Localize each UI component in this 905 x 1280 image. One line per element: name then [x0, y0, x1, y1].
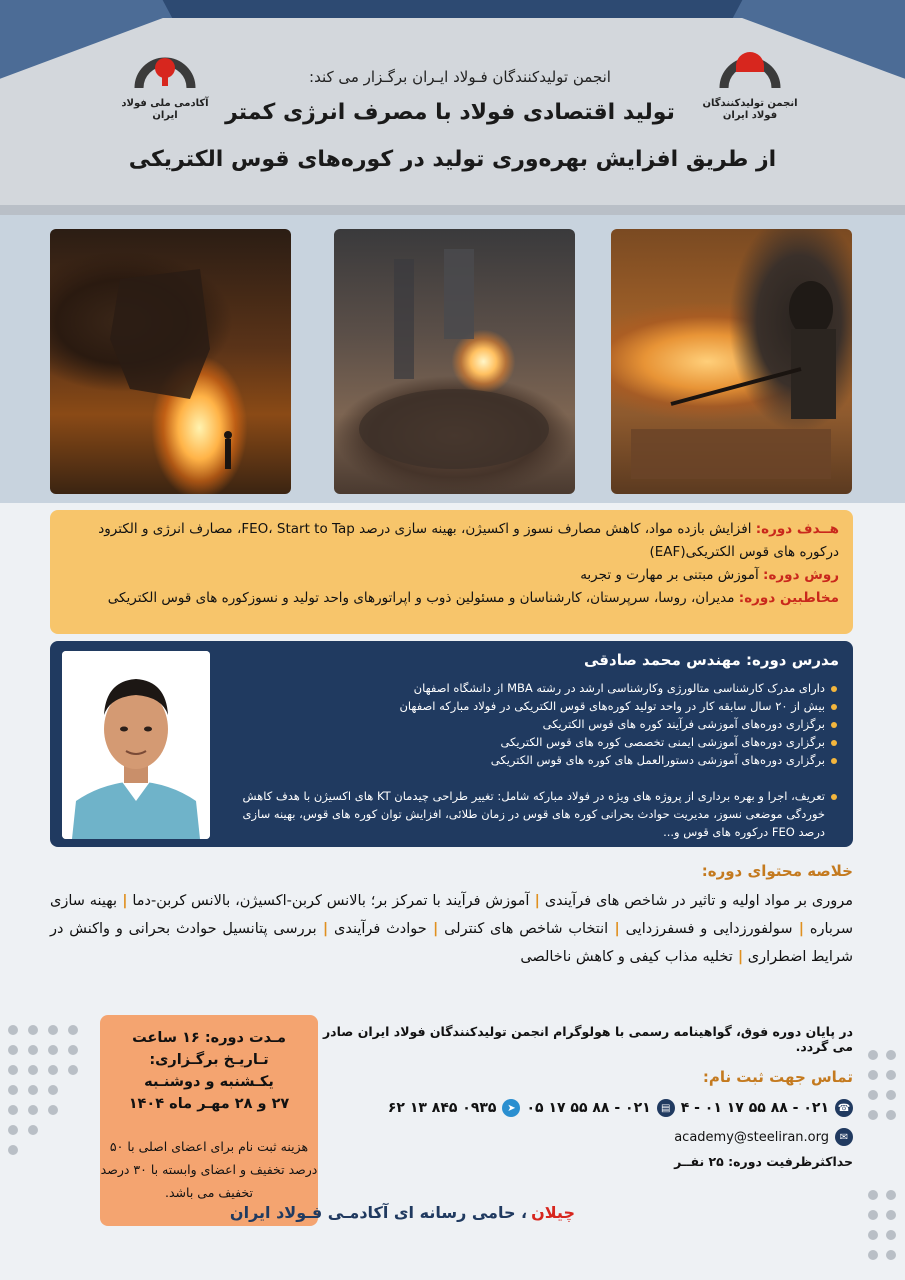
- course-date: ۲۷ و ۲۸ مهـر ماه ۱۴۰۴: [128, 1096, 290, 1112]
- credential-item: برگزاری دوره‌های آموزشی فرآیند کوره های قوس الکتریکی: [219, 715, 839, 733]
- sponsor-text: ، حامی رسانه ای آکادمـی فـولاد ایران: [229, 1203, 528, 1222]
- instructor-title: مدرس دوره: مهندس محمد صادقی: [584, 651, 839, 669]
- registration-title: تماس جهت ثبت نام:: [702, 1068, 853, 1086]
- audience-text: مدیران، روسا، سرپرستان، کارشناسان و مسئولین ذوب و اپراتورهای واحد تولید و نسوزکوره های قوس الکتریکی: [107, 590, 735, 606]
- credential-item: برگزاری دوره‌های آموزشی ایمنی تخصصی کوره های قوس الکتریکی: [219, 733, 839, 751]
- summary-separator: |: [792, 921, 805, 937]
- summary-title: خلاصه محتوای دوره:: [701, 862, 853, 880]
- phone-icon: ☎: [835, 1099, 853, 1117]
- steel-association-caption: انجمن تولیدکنندگان فولاد ایران: [702, 98, 798, 121]
- summary-item: حوادث فرآیندی: [333, 921, 427, 937]
- course-days: یکـشنبه و دوشنـبه: [144, 1074, 274, 1090]
- instructor-credentials: [219, 679, 839, 769]
- course-duration: مـدت دوره: ۱۶ ساعت: [132, 1030, 286, 1046]
- course-title-line-2: از طریق افزایش بهره‌وری تولید در کوره‌های قوس الکتریکی: [128, 147, 777, 172]
- summary-separator: |: [116, 893, 128, 909]
- decorative-dots-left: [0, 1025, 90, 1175]
- mobile-number[interactable]: ۰۹۳۵ ۸۴۵ ۱۳ ۶۲: [387, 1100, 497, 1116]
- goal-label: هــدف دوره:: [755, 521, 839, 537]
- course-capacity: حداکثرظرفیت دوره: ۲۵ نفــر: [674, 1154, 853, 1169]
- summary-separator: |: [426, 921, 439, 937]
- header-separator: [0, 205, 905, 215]
- summary-item: مروری بر مواد اولیه و تاثیر در شاخص های فرآیندی: [544, 893, 854, 909]
- credential-item-projects: تعریف، اجرا و بهره برداری از پروژه های ویژه در فولاد مبارکه شامل: تغییر طراحی چیدمان KT های اکسیژن با هدف کاهش خوردگی موضعی نسوز، مدیریت حوادث بحرانی کوره های قوس در زمان طلائی، افزایش توان کوره های قوس، بهینه سازی درصد FEO درکوره های قوس و...: [218, 787, 839, 841]
- fax-number[interactable]: ۰۲۱ - ۸۸ ۵۵ ۱۷ ۰۵: [526, 1100, 651, 1116]
- summary-separator: |: [732, 949, 744, 965]
- credential-item: دارای مدرک کارشناسی متالورژی وکارشناسی ارشد در رشته MBA از دانشگاه اصفهان: [219, 679, 839, 697]
- credential-item: بیش از ۲۰ سال سابقه کار در واحد تولید کوره‌های قوس الکتریکی در فولاد مبارکه اصفهان: [219, 697, 839, 715]
- summary-item: بررسی پتانسیل حوادث بحرانی و واکنش در شرایط اضطراری: [50, 921, 853, 965]
- phone-number[interactable]: ۰۲۱ - ۸۸ ۵۵ ۱۷ ۰۱ - ۴: [680, 1100, 829, 1116]
- goal-row: [64, 518, 839, 564]
- certificate-note: در پایان دوره فوق، گواهینامه رسمی با هولوگرام انجمن تولیدکنندگان فولاد ایران صادر می گردد.: [322, 1024, 853, 1054]
- fax-icon: ▤: [657, 1099, 675, 1117]
- contact-email: [674, 1126, 853, 1148]
- contact-phones: [353, 1096, 853, 1120]
- course-goals-box: [50, 510, 853, 634]
- credential-item: برگزاری دوره‌های آموزشی دستورالعمل های کوره های قوس الکتریکی: [219, 751, 839, 769]
- summary-item: سولفورزدایی و فسفرزدایی: [625, 921, 793, 937]
- course-title-line-1: تولید اقتصادی فولاد با مصرف انرژی کمتر: [225, 100, 675, 125]
- steel-association-emblem-icon: [718, 38, 782, 94]
- summary-item: بهینه سازی سرباره: [50, 893, 854, 937]
- audience-label: مخاطبین دوره:: [738, 590, 839, 606]
- instructor-panel: [50, 641, 853, 847]
- instructor-portrait: [62, 651, 210, 839]
- media-sponsor: [230, 1203, 575, 1222]
- summary-separator: |: [529, 893, 540, 909]
- course-fee: هزینه ثبت نام برای اعضای اصلی با ۵۰ درصد تخفیف و اعضای وابسته با ۳۰ درصد تخفیف می باشد.: [100, 1139, 318, 1200]
- arc-furnace-photo: [334, 229, 575, 494]
- summary-item: تخلیه مذاب کیفی و کاهش ناخالصی: [520, 949, 733, 965]
- audience-row: [64, 587, 839, 610]
- summary-separator: |: [608, 921, 620, 937]
- method-label: روش دوره:: [763, 567, 839, 583]
- method-text: آموزش مبتنی بر مهارت و تجربه: [580, 567, 759, 583]
- decorative-dots-right: [858, 1050, 905, 1280]
- steel-association-logo: [695, 38, 805, 138]
- steel-academy-emblem-icon: [133, 38, 197, 94]
- summary-separator: |: [316, 921, 329, 937]
- method-row: [64, 564, 839, 587]
- summary-content: [50, 887, 853, 971]
- organizer-intro: انجمن تولیدکنندگان فـولاد ایـران برگـزار می کند:: [309, 68, 611, 86]
- mail-icon: ✉: [835, 1128, 853, 1146]
- furnace-worker-photo: [611, 229, 852, 494]
- steel-academy-caption: آکادمی ملی فولاد ایران: [121, 98, 209, 121]
- summary-item: آموزش فرآیند با تمرکز بر؛ بالانس کربن-اکسیژن، بالانس کربن-دما: [132, 893, 530, 909]
- goal-text: افزایش بازده مواد، کاهش مصارف نسوز و اکسیژن، بهینه سازی درصد FEO، Start to Tap، مصارف انرژی و الکترود درکوره های قوس الکتریکی(EAF): [98, 521, 839, 560]
- sponsor-brand-logo: چیلان: [531, 1203, 575, 1222]
- course-info-box: [100, 1015, 318, 1226]
- ladle-pour-photo: [50, 229, 291, 494]
- email-address[interactable]: academy@steeliran.org: [674, 1129, 829, 1145]
- telegram-icon: ➤: [502, 1099, 520, 1117]
- course-date-label: تـاریـخ برگـزاری:: [149, 1052, 269, 1068]
- summary-item: انتخاب شاخص های کنترلی: [444, 921, 609, 937]
